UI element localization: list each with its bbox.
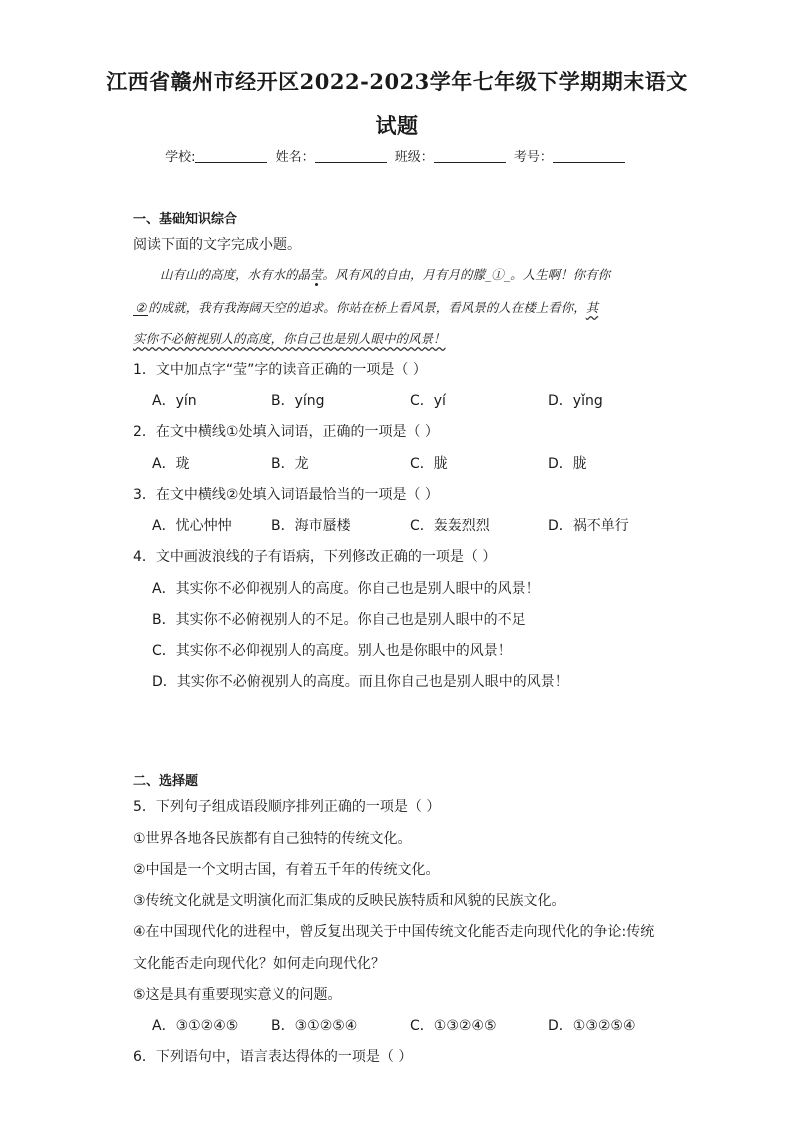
q2-option-b[interactable]: B．龙 bbox=[271, 456, 309, 472]
passage-text: _。人生啊！你有你 bbox=[503, 267, 611, 282]
q3-option-c[interactable]: C．轰轰烈烈 bbox=[410, 518, 490, 534]
question-2-stem: 2．在文中横线①处填入词语，正确的一项是（ ） bbox=[133, 424, 439, 440]
school-blank[interactable] bbox=[195, 149, 267, 163]
q5-option-a[interactable]: A．③①②④⑤ bbox=[152, 1018, 239, 1034]
q1-option-d[interactable]: D．yǐng bbox=[548, 393, 603, 409]
exam-title-line2: 试题 bbox=[375, 113, 419, 138]
exam-title-line1: 江西省赣州市经开区2022-2023学年七年级下学期期末语文 bbox=[106, 69, 688, 94]
q1-option-c[interactable]: C．yí bbox=[410, 393, 446, 409]
passage-line3 bbox=[133, 329, 446, 347]
student-info-row bbox=[0, 146, 794, 165]
q4-option-d[interactable]: D．其实你不必俯视别人的高度。而且你自己也是别人眼中的风景！ bbox=[152, 674, 569, 690]
q5-sentence-4-cont: 文化能否走向现代化？如何走向现代化？ bbox=[133, 956, 385, 972]
q3-option-a[interactable]: A．忧心忡忡 bbox=[152, 518, 232, 534]
q5-option-c[interactable]: C．①③②④⑤ bbox=[410, 1018, 497, 1034]
q3-option-d[interactable]: D．祸不单行 bbox=[548, 518, 629, 534]
q2-option-d[interactable]: D．胧 bbox=[548, 456, 587, 472]
q4-option-a[interactable]: A．其实你不必仰视别人的高度。你自己也是别人眼中的风景！ bbox=[152, 581, 540, 597]
passage-line1 bbox=[160, 265, 610, 283]
question-3-stem: 3．在文中横线②处填入词语最恰当的一项是（ ） bbox=[133, 487, 439, 503]
q5-sentence-2: ②中国是一个文明古国，有着五千年的传统文化。 bbox=[133, 862, 440, 878]
q5-sentence-3: ③传统文化就是文明演化而汇集成的反映民族特质和风貌的民族文化。 bbox=[133, 893, 566, 909]
q5-sentence-1: ①世界各地各民族都有自己独特的传统文化。 bbox=[133, 831, 412, 847]
q4-option-c[interactable]: C．其实你不必仰视别人的高度。别人也是你眼中的风景！ bbox=[152, 643, 512, 659]
name-label: 姓名： bbox=[275, 150, 315, 165]
q2-option-a[interactable]: A．珑 bbox=[152, 456, 190, 472]
class-label: 班级： bbox=[394, 150, 434, 165]
passage-text: 。风有风的自由，月有月的朦_ bbox=[322, 267, 492, 282]
q1-option-b[interactable]: B．yíng bbox=[271, 393, 325, 409]
q1-option-a[interactable]: A．yín bbox=[152, 393, 197, 409]
wavy-text: 实你不必俯视别人的高度，你自己也是别人眼中的风景！ bbox=[133, 331, 446, 346]
section2-heading: 二、选择题 bbox=[133, 774, 199, 789]
q4-option-b[interactable]: B．其实你不必俯视别人的不足。你自己也是别人眼中的不足 bbox=[152, 612, 526, 628]
q5-sentence-5: ⑤这是具有重要现实意义的问题。 bbox=[133, 987, 342, 1003]
passage-text: 的成就，我有我海阔天空的追求。你站在桥上看风景，看风景的人在楼上看你， bbox=[148, 300, 586, 315]
school-label: 学校: bbox=[165, 150, 196, 165]
number-label: 考号： bbox=[513, 150, 553, 165]
wavy-text: 其 bbox=[585, 300, 599, 315]
q3-option-b[interactable]: B．海市蜃楼 bbox=[271, 518, 351, 534]
question-6-stem: 6．下列语句中，语言表达得体的一项是（ ） bbox=[133, 1049, 413, 1065]
question-5-stem: 5．下列句子组成语段顺序排列正确的一项是（ ） bbox=[133, 799, 441, 815]
blank-marker-1: ① bbox=[491, 267, 504, 282]
section1-heading: 一、基础知识综合 bbox=[133, 212, 238, 227]
dotted-char: 莹 bbox=[310, 267, 323, 282]
q5-option-d[interactable]: D．①③②⑤④ bbox=[548, 1018, 636, 1034]
q2-option-c[interactable]: C．胧 bbox=[410, 456, 448, 472]
number-blank[interactable] bbox=[553, 149, 625, 163]
name-blank[interactable] bbox=[315, 149, 387, 163]
blank-marker-2: ② bbox=[135, 300, 147, 315]
class-blank[interactable] bbox=[434, 149, 506, 163]
passage-line2 bbox=[133, 298, 598, 316]
q5-sentence-4: ④在中国现代化的进程中，曾反复出现关于中国传统文化能否走向现代化的争论:传统 bbox=[133, 924, 655, 940]
question-4-stem: 4．文中画波浪线的子有语病，下列修改正确的一项是（ ） bbox=[133, 549, 497, 565]
passage-text: 山有山的高度，水有水的晶 bbox=[160, 267, 311, 282]
question-1-stem: 1．文中加点字“莹”字的读音正确的一项是（ ） bbox=[133, 362, 427, 378]
q5-option-b[interactable]: B．③①②⑤④ bbox=[271, 1018, 358, 1034]
section1-instruction: 阅读下面的文字完成小题。 bbox=[133, 237, 301, 253]
